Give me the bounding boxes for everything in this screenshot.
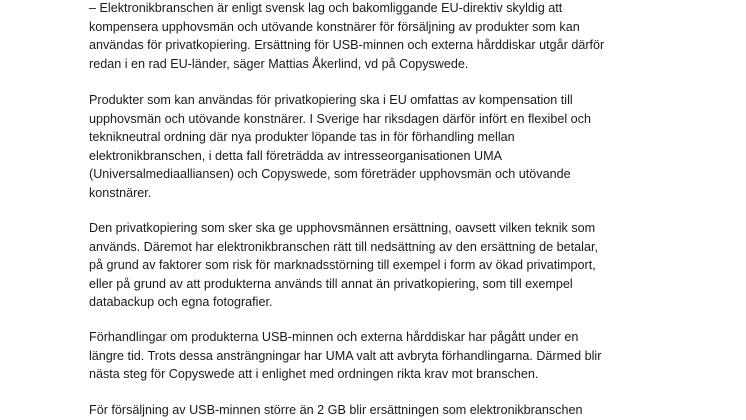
text-line: För försäljning av USB-minnen större än 2 GB blir ersättningen som elektronikbranschen: [89, 403, 583, 417]
paragraph-private-copying: [89, 219, 689, 312]
text-line: redan i en rad EU-länder, säger Mattias Åkerlind, vd på Copyswede.: [89, 56, 469, 71]
text-line: Förhandlingar om produkterna USB-minnen och externa hårddiskar har pågått under en: [89, 330, 579, 344]
text-line: används. Däremot har elektronikbranschen rätt till nedsättning av den ersättning de betalar,: [89, 239, 598, 254]
text-line: kompensera upphovsmän och utövande konstnärer för försäljning av produkter som kan: [89, 19, 580, 34]
text-line: nästa steg för Copyswede att i enlighet med ordningen rikta krav mot branschen.: [89, 367, 539, 381]
text-line: på grund av faktorer som risk för marknadsstörning till exempel i form av ökad privatimport,: [89, 258, 596, 272]
paragraph-usb-sales: [89, 401, 689, 420]
text-line: – Elektronikbranschen är enligt svensk lag och bakomliggande EU-direktiv skyldig att: [89, 1, 563, 15]
text-line: Den privatkopiering som sker ska ge upphovsmännen ersättning, oavsett vilken teknik som: [89, 221, 596, 235]
paragraph-quote: [89, 0, 689, 73]
text-line: längre tid. Trots dessa ansträngningar har UMA valt att avbryta förhandlingarna. Därmed blir: [89, 348, 602, 363]
text-line: elektronikbranschen, i detta fall företrädda av intresseorganisationen UMA: [89, 148, 503, 163]
text-line: upphovsmän och utövande konstnärer. I Sverige har riksdagen därför infört en flexibel och: [89, 111, 591, 126]
paragraph-compensation: [89, 91, 689, 202]
text-line: eller på grund av att produkterna används till annat än privatkopiering, som till exempel: [89, 276, 573, 291]
text-line: databackup och egna fotografier.: [89, 295, 273, 309]
text-line: Produkter som kan användas för privatkopiering ska i EU omfattas av kompensation till: [89, 93, 573, 107]
text-line: användas för privatkopiering. Ersättning för USB-minnen och externa hårddiskar utgår därför: [89, 38, 605, 52]
text-line: (Universalmediaalliansen) och Copyswede, som företräder upphovsmän och utövande: [89, 167, 571, 181]
paragraph-negotiations: [89, 328, 689, 384]
text-line: teknikneutral ordning där nya produkter löpande tas in för förhandling mellan: [89, 130, 515, 144]
text-line: konstnärer.: [89, 185, 152, 200]
